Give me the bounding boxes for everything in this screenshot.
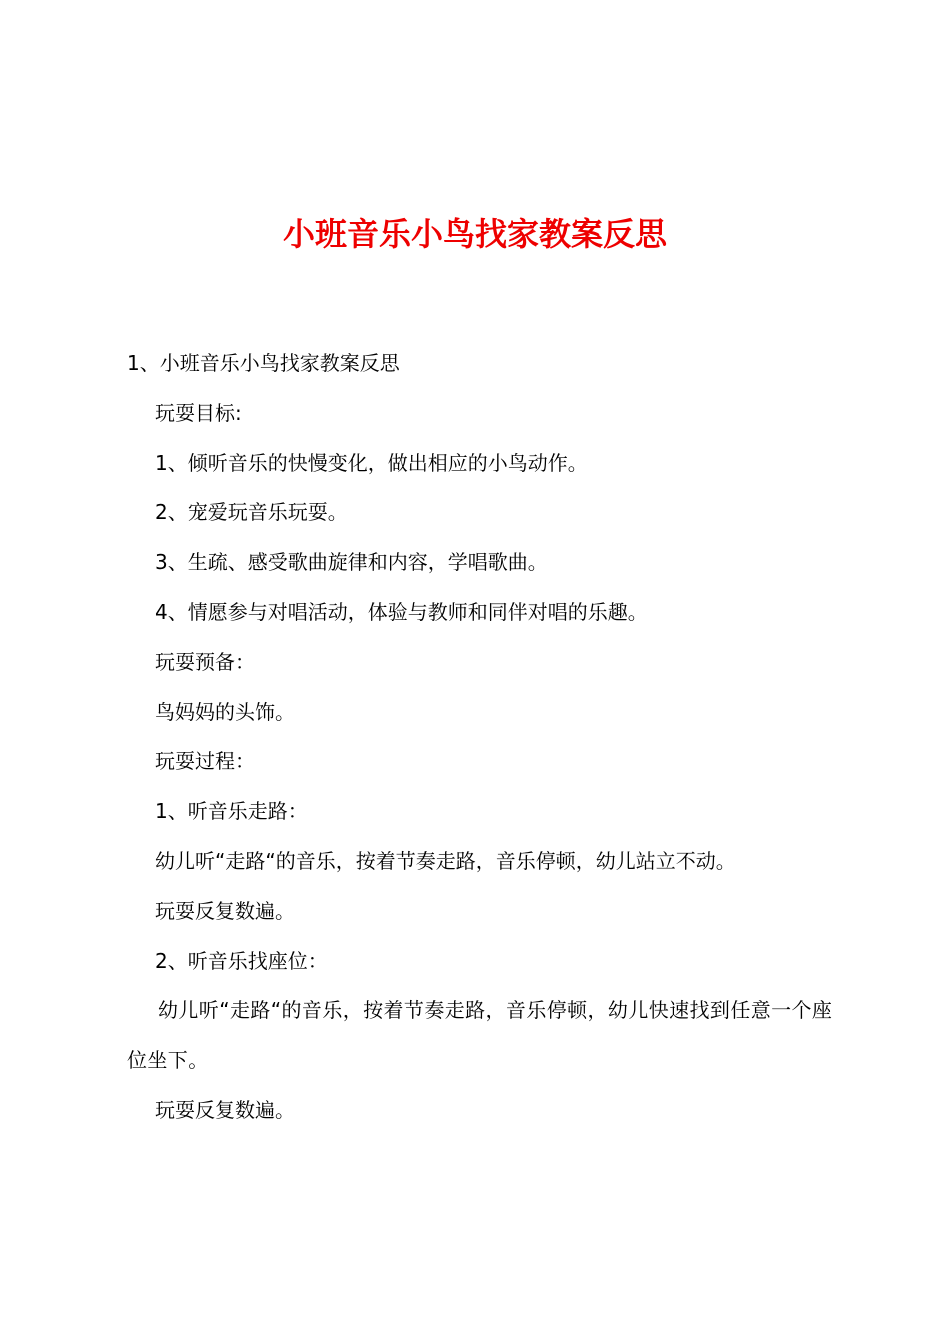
step1-repeat: 玩耍反复数遍。 — [155, 898, 295, 923]
step1-text: 幼儿听“走路“的音乐，按着节奏走路，音乐停顿，幼儿站立不动。 — [155, 848, 736, 873]
goals-heading: 玩耍目标: — [155, 400, 242, 425]
step2-repeat: 玩耍反复数遍。 — [155, 1097, 295, 1122]
goal-item: 2、宠爱玩音乐玩耍。 — [155, 500, 348, 525]
step2-heading: 2、听音乐找座位： — [155, 948, 328, 973]
section-heading: 1、小班音乐小鸟找家教案反思 — [127, 351, 400, 375]
goal-item: 1、倾听音乐的快慢变化，做出相应的小鸟动作。 — [155, 450, 588, 475]
document-body — [127, 339, 835, 1136]
process-heading: 玩耍过程： — [155, 749, 255, 774]
prep-heading: 玩耍预备： — [155, 649, 255, 674]
goal-item: 4、情愿参与对唱活动，体验与教师和同伴对唱的乐趣。 — [155, 599, 648, 624]
step1-heading: 1、听音乐走路： — [155, 799, 308, 824]
prep-text: 鸟妈妈的头饰。 — [155, 699, 295, 724]
step2-text: 幼儿听“走路“的音乐，按着节奏走路，音乐停顿，幼儿快速找到任意一个座位坐下。 — [127, 998, 833, 1073]
goal-item: 3、生疏、感受歌曲旋律和内容，学唱歌曲。 — [155, 550, 548, 575]
document-title: 小班音乐小鸟找家教案反思 — [282, 215, 667, 253]
